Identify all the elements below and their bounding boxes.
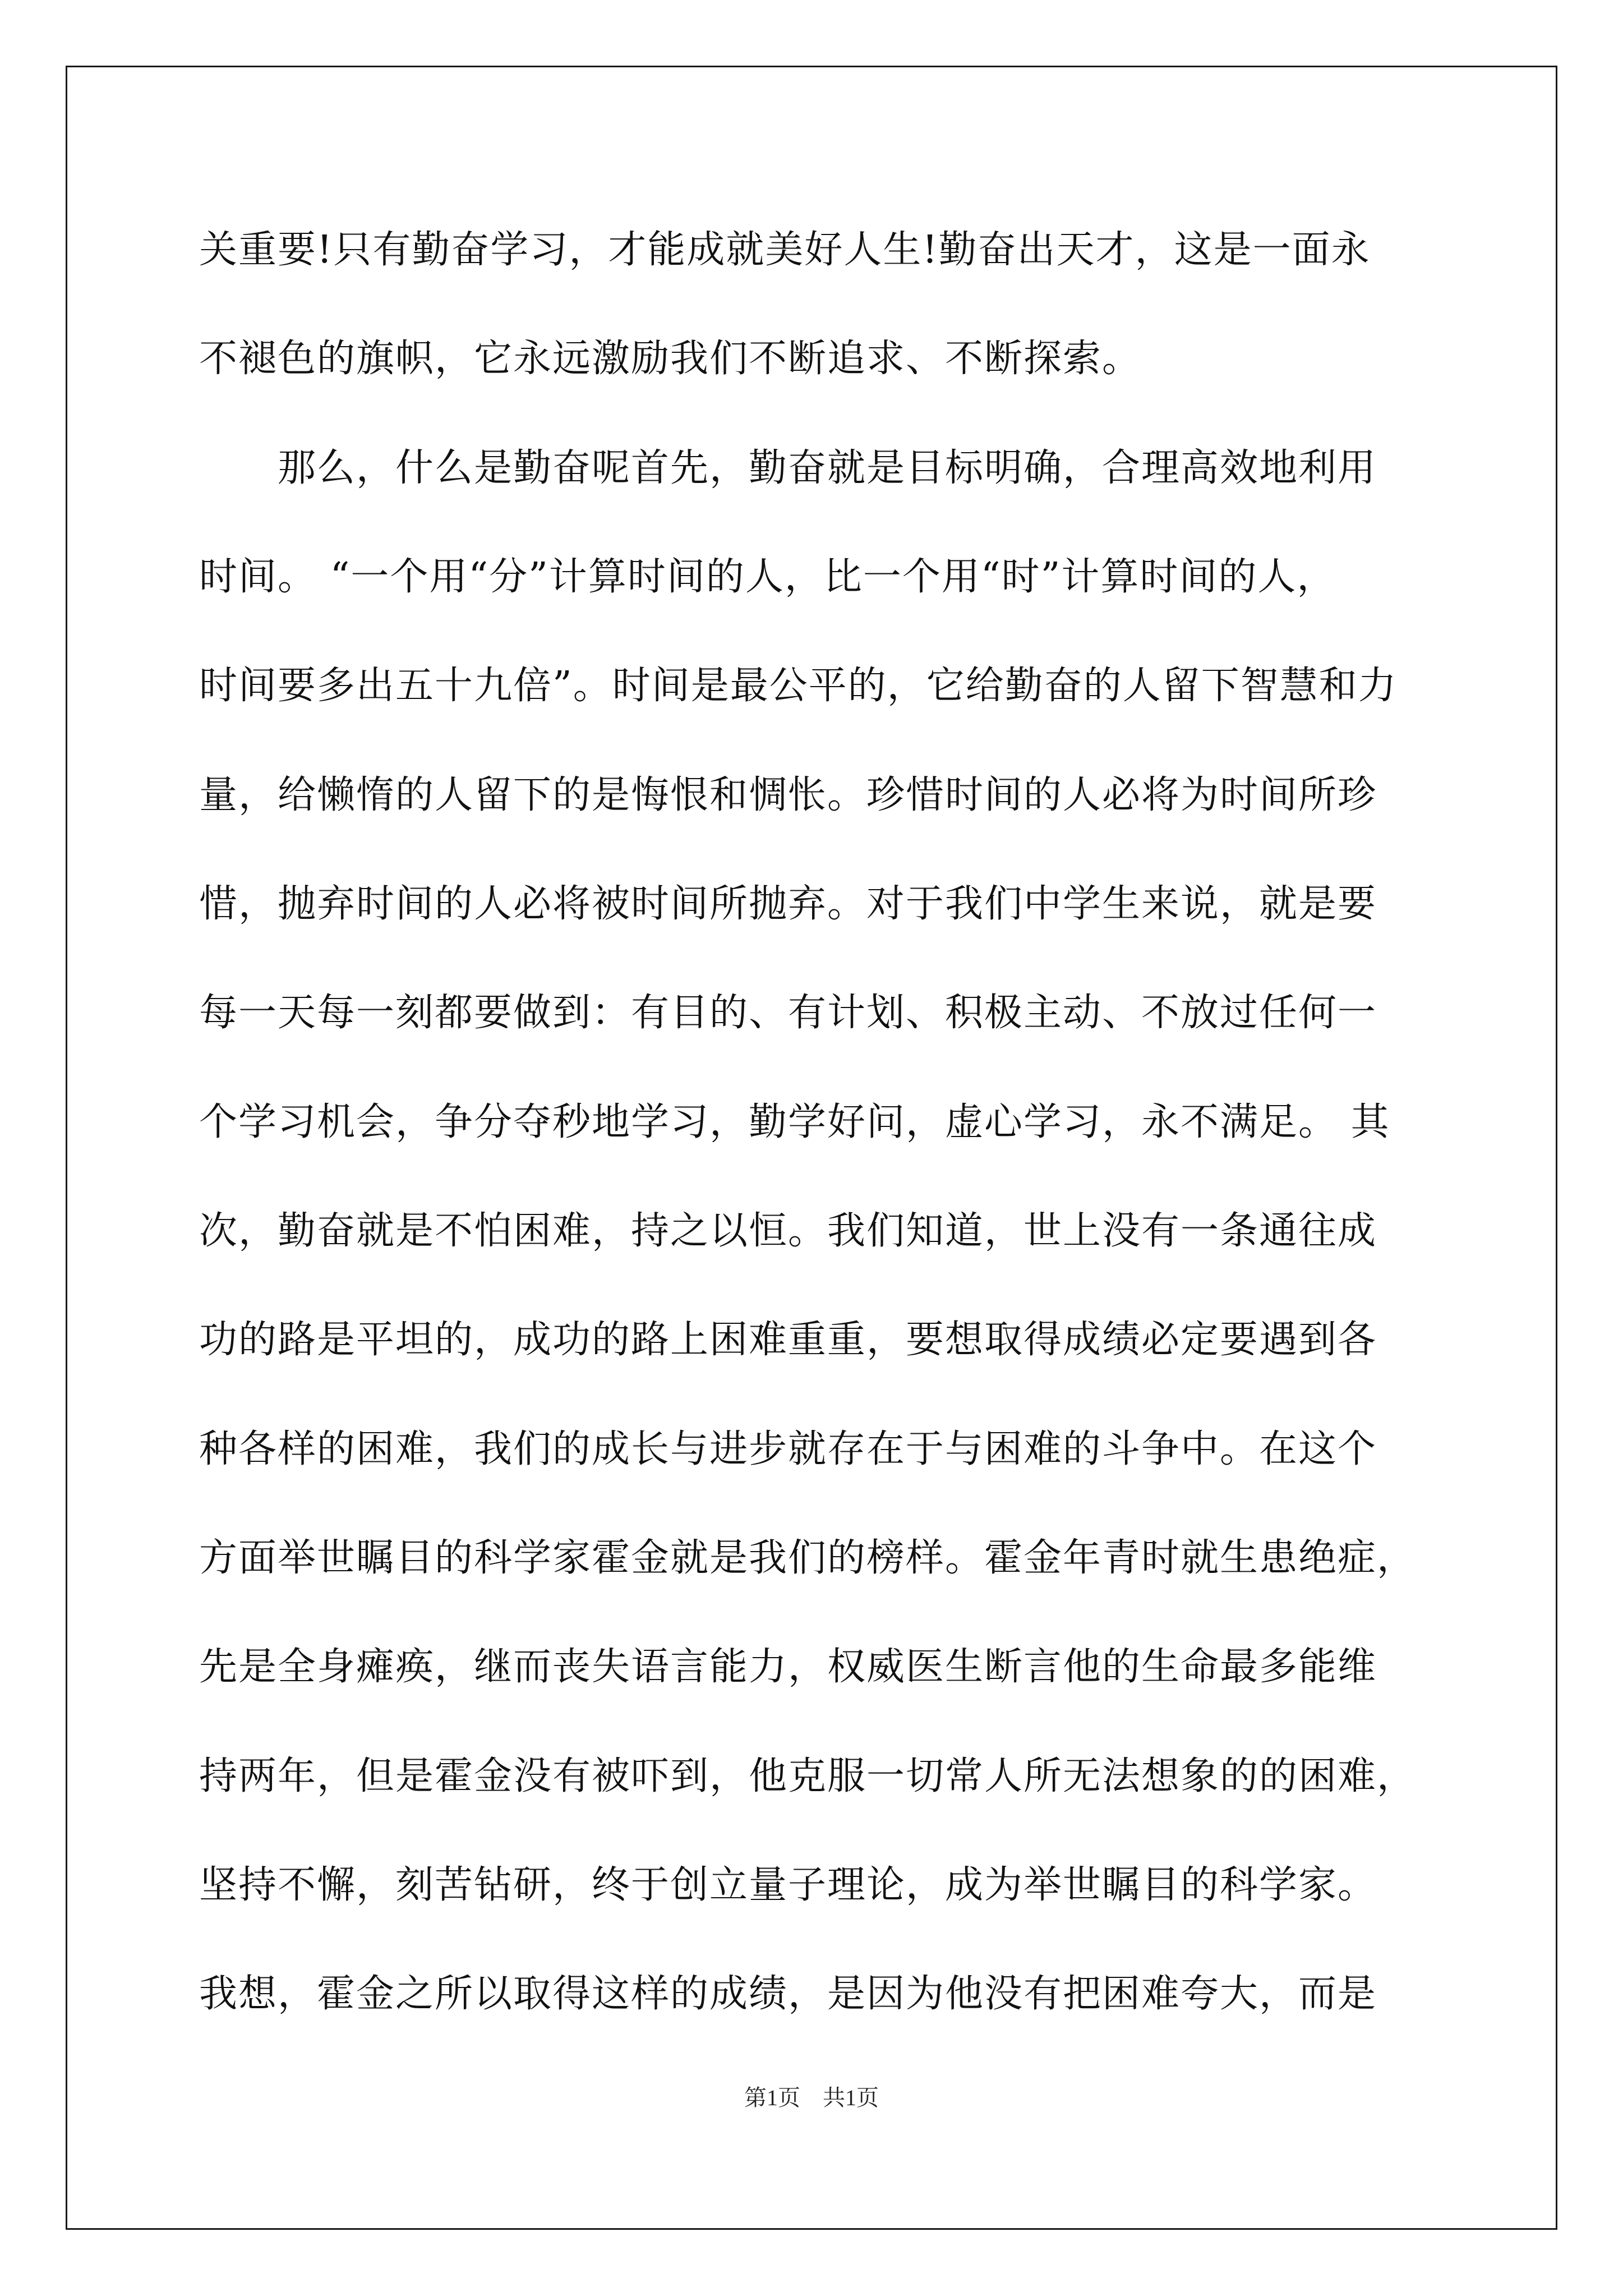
page-footer: 第1页 共1页	[744, 2085, 879, 2110]
text-line: 先是全身瘫痪，继而丧失语言能力，权威医生断言他的生命最多能维	[199, 1645, 1377, 1689]
text-line: 个学习机会，争分夺秒地学习，勤学好问，虚心学习，永不满足。 其	[199, 1100, 1390, 1144]
text-line: 不褪色的旗帜，它永远激励我们不断追求、不断探索。	[199, 337, 1142, 381]
text-line: 量，给懒惰的人留下的是悔恨和惆怅。珍惜时间的人必将为时间所珍	[199, 773, 1377, 817]
text-line: 我想，霍金之所以取得这样的成绩，是因为他没有把困难夸大，而是	[199, 1972, 1377, 2016]
text-line: 关重要!只有勤奋学习，才能成就美好人生!勤奋出天才，这是一面永	[199, 228, 1371, 272]
text-line: 方面举世瞩目的科学家霍金就是我们的榜样。霍金年青时就生患绝症，	[199, 1536, 1417, 1580]
text-line: 那么，什么是勤奋呢首先，勤奋就是目标明确，合理高效地利用	[199, 446, 1377, 490]
text-line: 次，勤奋就是不怕困难，持之以恒。我们知道，世上没有一条通往成	[199, 1209, 1377, 1253]
text-line: 时间。 “一个用“分”计算时间的人，比一个用“时”计算时间的人，	[199, 555, 1336, 599]
text-line: 坚持不懈，刻苦钻研，终于创立量子理论，成为举世瞩目的科学家。	[199, 1863, 1377, 1907]
text-line: 功的路是平坦的，成功的路上困难重重，要想取得成绩必定要遇到各	[199, 1318, 1377, 1362]
text-line: 种各样的困难，我们的成长与进步就存在于与困难的斗争中。在这个	[199, 1427, 1377, 1471]
text-line: 时间要多出五十九倍”。时间是最公平的，它给勤奋的人留下智慧和力	[199, 664, 1398, 708]
text-line: 惜，抛弃时间的人必将被时间所抛弃。对于我们中学生来说，就是要	[199, 882, 1377, 926]
text-line: 持两年，但是霍金没有被吓到，他克服一切常人所无法想象的的困难，	[199, 1754, 1417, 1798]
text-line: 每一天每一刻都要做到：有目的、有计划、积极主动、不放过任何一	[199, 991, 1377, 1035]
